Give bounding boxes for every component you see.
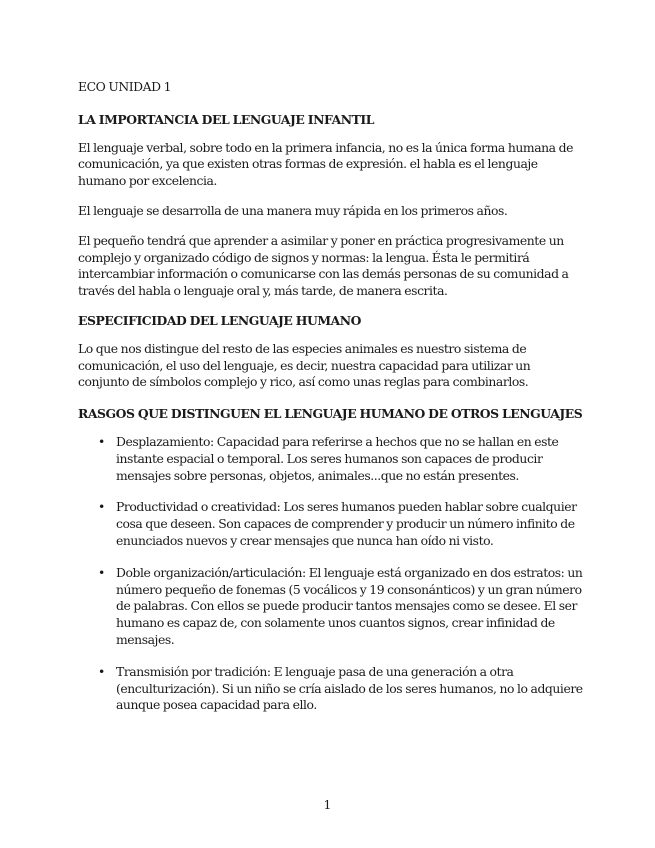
unit-label: ECO UNIDAD 1 — [78, 79, 172, 94]
paragraph-especificidad: Lo que nos distingue del resto de las especies animales es nuestro sistema de comunicación, el uso del lenguaje, es decir, nuestra capacidad para utilizar un conjunto de símbolos complejo y rico, así como unas reglas para combinarlos. — [78, 340, 531, 390]
list-item-text-productividad: Productividad o creatividad: Los seres humanos pueden hablar sobre cualquier cosa que deseen. Son capaces de comprender y producir un número infinito de enunciados nuevos y crear mensajes que nunca han oído ni visto. — [116, 499, 577, 548]
paragraph-desarrollo: El lenguaje se desarrolla de una manera muy rápida en los primeros años. — [78, 202, 508, 218]
list-item-text-transmision: Transmisión por tradición: E lenguaje pasa de una generación a otra (enculturización). Si un niño se cría aislado de los seres humanos, no lo adquiere aunque posea capacidad para ello. — [116, 663, 583, 713]
heading-importancia: LA IMPORTANCIA DEL LENGUAJE INFANTIL — [78, 111, 375, 127]
list-item — [98, 433, 583, 484]
paragraph-lenguaje-verbal: El lenguaje verbal, sobre todo en la primera infancia, no es la única forma humana de comunicación, ya que existen otras formas de expresión. el habla es el lenguaje humano por excelencia. — [78, 139, 573, 189]
bullet-icon: • — [98, 564, 105, 580]
page-content — [78, 79, 583, 729]
list-item — [98, 663, 583, 714]
paragraph-aprendizaje: El pequeño tendrá que aprender a asimilar y poner en práctica progresivamente un complejo y organizado código de signos y normas: la lengua. Ésta le permitirá intercambiar información o comunicarse con las demás personas de su comunidad a través del habla o lenguaje oral y, más tarde, de manera escrita. — [78, 232, 569, 299]
list-item-text-desplazamiento: Desplazamiento: Capacidad para referirse a hechos que no se hallan en este instante espacial o temporal. Los seres humanos son capaces de producir mensajes sobre personas, objetos, animales...que no están presentes. — [116, 433, 559, 483]
bullet-icon: • — [98, 663, 105, 679]
rasgos-list — [78, 434, 583, 714]
heading-rasgos: RASGOS QUE DISTINGUEN EL LENGUAJE HUMANO DE OTROS LENGUAJES — [78, 406, 583, 422]
page-number: 1 — [323, 797, 332, 812]
list-item — [98, 564, 583, 649]
bullet-icon: • — [98, 499, 105, 515]
bullet-icon: • — [98, 433, 105, 449]
list-item — [98, 499, 583, 549]
heading-especificidad: ESPECIFICIDAD DEL LENGUAJE HUMANO — [78, 312, 362, 328]
list-item-text-doble-organizacion: Doble organización/articulación: El lenguaje está organizado en dos estratos: un número pequeño de fonemas (5 vocálicos y 19 consonánticos) y un gran número de palabras. Con ellos se puede producir tantos mensajes como se desee. El ser humano es capaz de, con solamente unos cuantos signos, crear infinidad de mensajes. — [116, 564, 583, 647]
